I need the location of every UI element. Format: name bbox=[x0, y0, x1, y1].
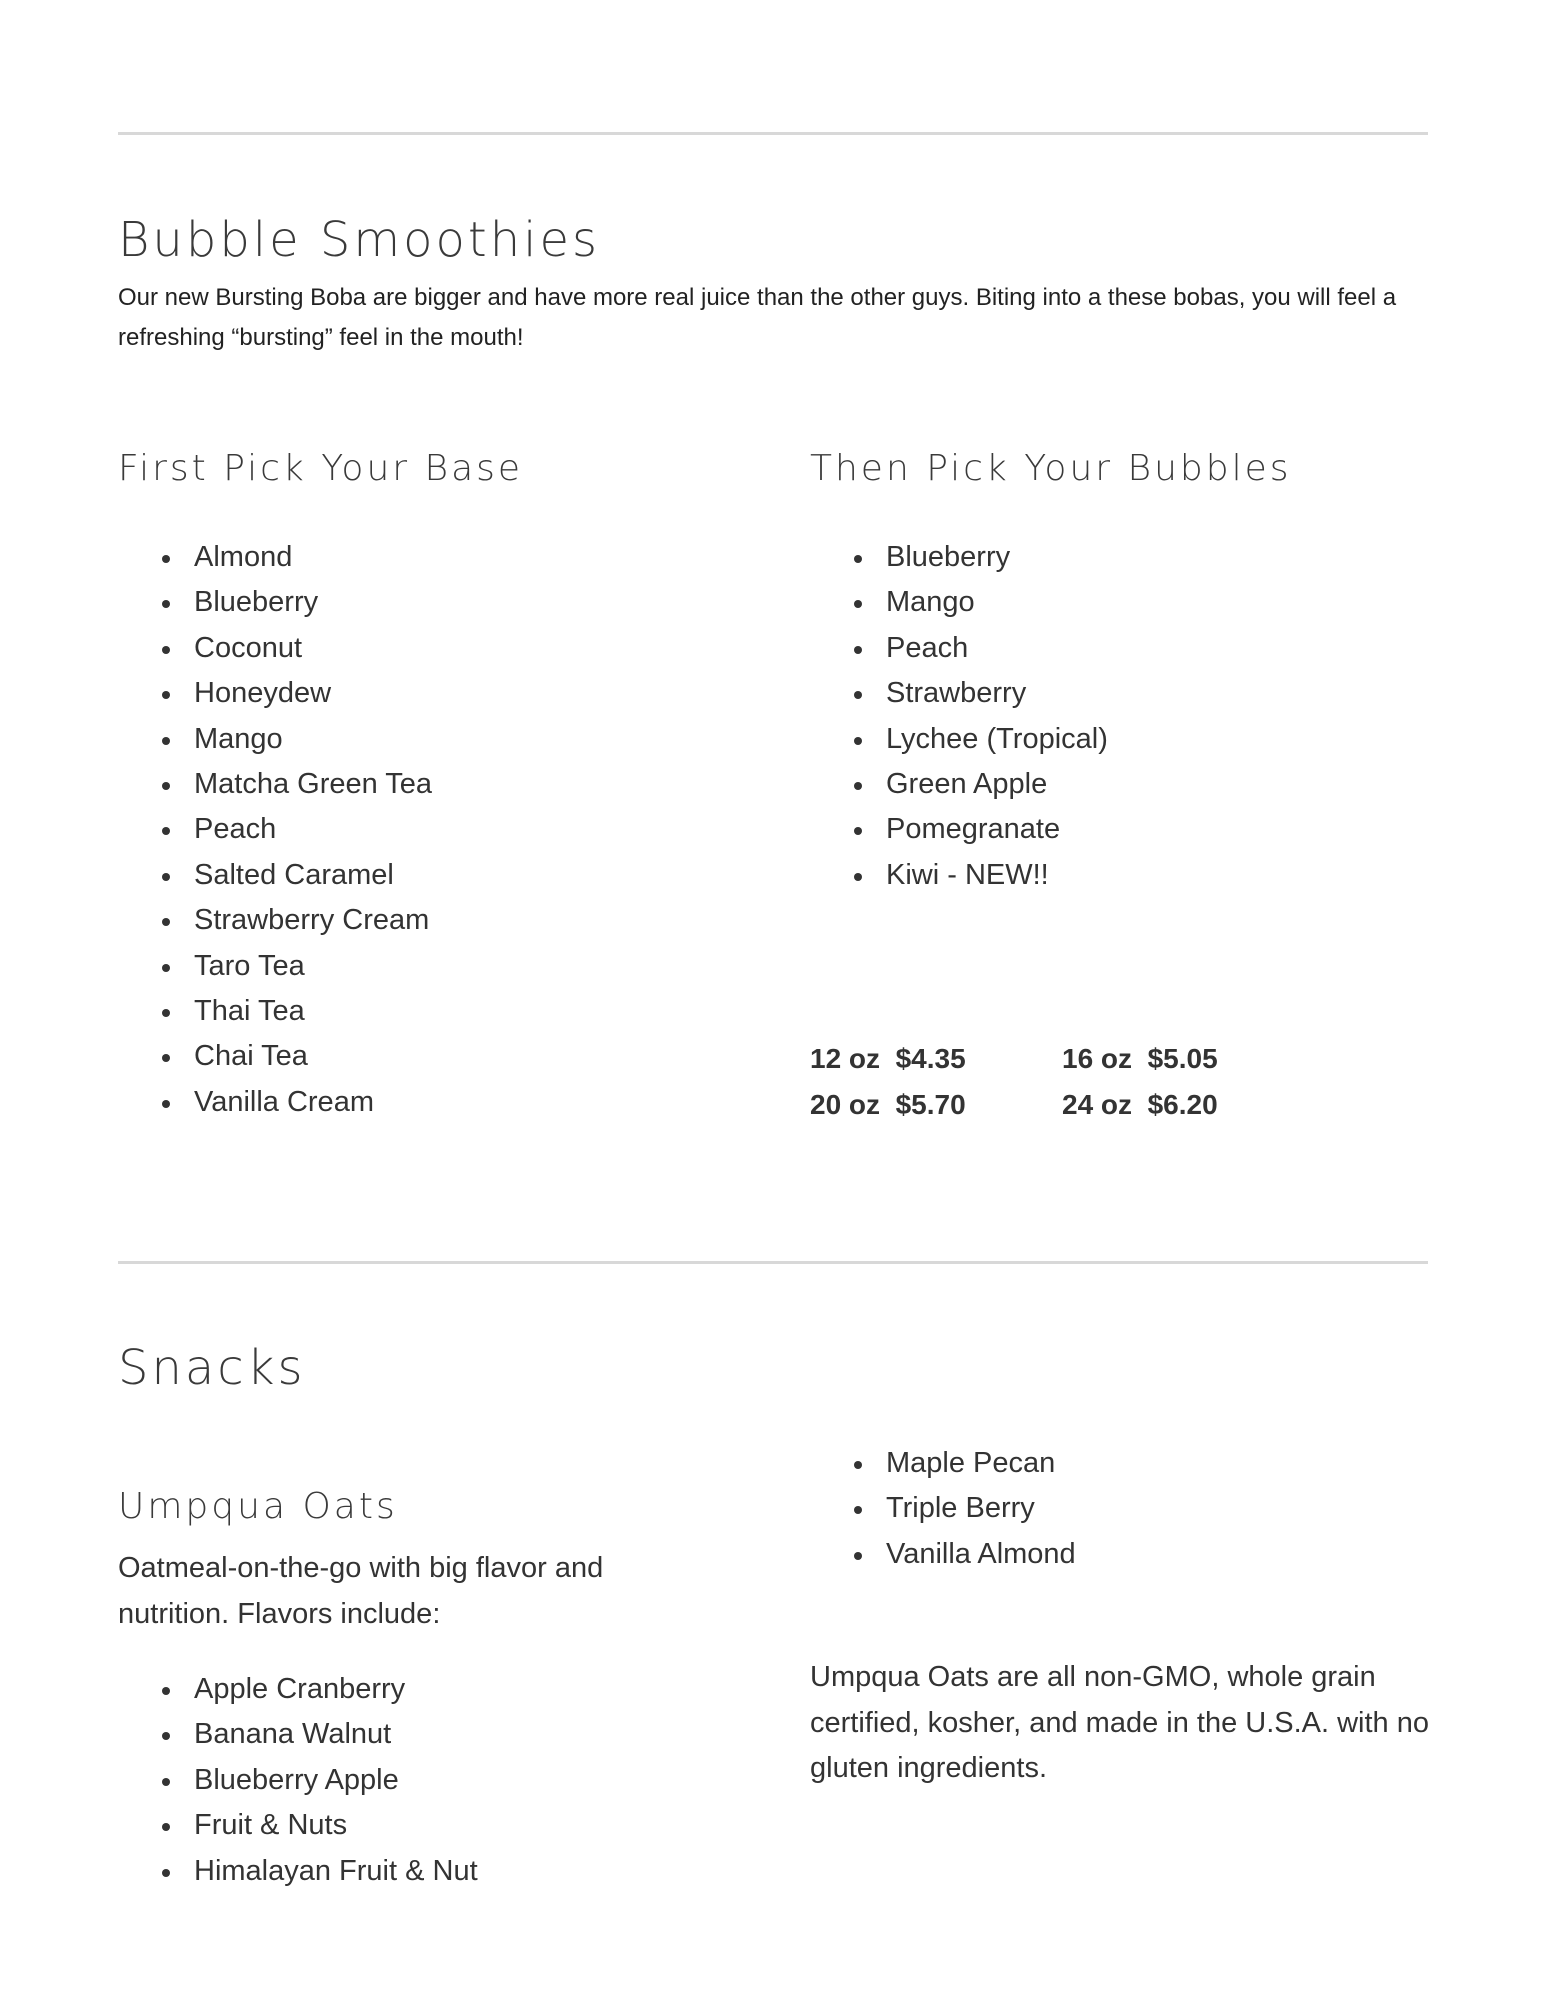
bubble-smoothies-title: Bubble Smoothies bbox=[118, 212, 600, 268]
list-item: Vanilla Cream bbox=[194, 1080, 432, 1125]
list-item: Banana Walnut bbox=[194, 1712, 478, 1757]
list-item: Strawberry bbox=[886, 671, 1108, 716]
price-12oz: 12 oz $4.35 bbox=[810, 1043, 966, 1074]
umpqua-oats-note: Umpqua Oats are all non-GMO, whole grain certified, kosher, and made in the U.S.A. with no gluten ingredients. bbox=[810, 1661, 1429, 1784]
umpqua-flavors-left bbox=[118, 1667, 478, 1894]
price-16oz: 16 oz $5.05 bbox=[1062, 1043, 1218, 1074]
list-item: Triple Berry bbox=[886, 1486, 1076, 1531]
list-item: Salted Caramel bbox=[194, 853, 432, 898]
price-20oz: 20 oz $5.70 bbox=[810, 1088, 966, 1120]
price-table bbox=[810, 1036, 1314, 1127]
price-24oz: 24 oz $6.20 bbox=[1062, 1088, 1218, 1120]
list-item: Thai Tea bbox=[194, 989, 432, 1034]
list-item: Fruit & Nuts bbox=[194, 1803, 478, 1848]
list-item: Maple Pecan bbox=[886, 1441, 1076, 1486]
umpqua-oats-heading: Umpqua Oats bbox=[118, 1486, 398, 1527]
list-item: Mango bbox=[886, 580, 1108, 625]
top-divider bbox=[118, 132, 1428, 135]
list-item: Blueberry bbox=[886, 535, 1108, 580]
list-item: Matcha Green Tea bbox=[194, 762, 432, 807]
price-row bbox=[810, 1036, 1314, 1082]
list-item: Coconut bbox=[194, 626, 432, 671]
list-item: Himalayan Fruit & Nut bbox=[194, 1849, 478, 1894]
list-item: Honeydew bbox=[194, 671, 432, 716]
list-item: Pomegranate bbox=[886, 807, 1108, 852]
base-list bbox=[118, 535, 432, 1125]
base-heading: First Pick Your Base bbox=[118, 448, 524, 489]
bubbles-heading: Then Pick Your Bubbles bbox=[810, 448, 1292, 489]
list-item: Green Apple bbox=[886, 762, 1108, 807]
list-item: Strawberry Cream bbox=[194, 898, 432, 943]
bubbles-list bbox=[810, 535, 1108, 898]
list-item: Blueberry Apple bbox=[194, 1758, 478, 1803]
section-divider bbox=[118, 1261, 1428, 1264]
list-item: Blueberry bbox=[194, 580, 432, 625]
list-item: Taro Tea bbox=[194, 944, 432, 989]
snacks-title: Snacks bbox=[118, 1340, 306, 1396]
umpqua-flavors-right bbox=[810, 1441, 1076, 1577]
umpqua-oats-description: Oatmeal-on-the-go with big flavor and nutrition. Flavors include: bbox=[118, 1552, 604, 1630]
list-item: Lychee (Tropical) bbox=[886, 717, 1108, 762]
list-item: Almond bbox=[194, 535, 432, 580]
list-item: Kiwi - NEW!! bbox=[886, 853, 1108, 898]
list-item: Peach bbox=[194, 807, 432, 852]
list-item: Vanilla Almond bbox=[886, 1532, 1076, 1577]
list-item: Peach bbox=[886, 626, 1108, 671]
list-item: Apple Cranberry bbox=[194, 1667, 478, 1712]
list-item: Mango bbox=[194, 717, 432, 762]
bubble-smoothies-intro: Our new Bursting Boba are bigger and have more real juice than the other guys. Biting into a these bobas, you will feel a refreshing “bursting” feel in the mouth! bbox=[118, 284, 1397, 351]
list-item: Chai Tea bbox=[194, 1034, 432, 1079]
price-row bbox=[810, 1082, 1314, 1128]
